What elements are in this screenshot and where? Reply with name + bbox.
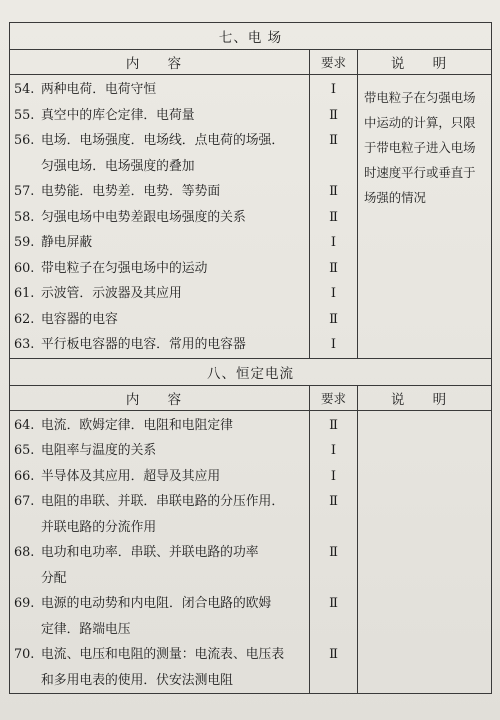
note-text: 带电粒子在匀强电场中运动的计算，只限于带电粒子进入电场时速度平行或垂直于场强的情况 bbox=[364, 90, 476, 205]
requirement-level: Ⅰ bbox=[330, 468, 337, 484]
item-number: 55. bbox=[14, 107, 35, 123]
item-number: 61. bbox=[14, 286, 35, 301]
syllabus-table bbox=[9, 22, 492, 694]
item-line-continued bbox=[14, 617, 305, 643]
section-electric-field-title-row bbox=[10, 23, 492, 50]
item-number: 58. bbox=[14, 209, 35, 225]
item-text: 示波管．示波器及其应用 bbox=[41, 286, 182, 301]
header-requirement: 要求 bbox=[310, 385, 358, 410]
item-number: 54. bbox=[14, 82, 35, 97]
requirement-level: Ⅱ bbox=[329, 596, 338, 611]
requirement-level: Ⅰ bbox=[330, 337, 337, 352]
item-text: 电势能．电势差．电势．等势面 bbox=[41, 184, 221, 199]
item-line-continued bbox=[14, 515, 305, 541]
header-note: 说 明 bbox=[358, 385, 492, 410]
section-title: 七、电 场 bbox=[10, 23, 492, 50]
requirement-level: Ⅱ bbox=[329, 494, 338, 509]
requirement-spacer bbox=[310, 566, 357, 592]
requirement-level: Ⅱ bbox=[329, 311, 338, 327]
item-line bbox=[14, 179, 305, 205]
item-text: 匀强电场中电势差跟电场强度的关系 bbox=[41, 209, 246, 225]
items-column bbox=[10, 75, 310, 359]
note-column bbox=[358, 75, 492, 359]
item-line bbox=[14, 438, 305, 464]
item-number: 70. bbox=[14, 647, 35, 662]
requirement-level: Ⅱ bbox=[329, 417, 338, 433]
item-text: 平行板电容器的电容．常用的电容器 bbox=[41, 337, 246, 352]
item-number: 68. bbox=[14, 545, 35, 560]
item-line bbox=[14, 256, 305, 282]
item-number: 56. bbox=[14, 133, 35, 148]
item-text: 电源的电动势和内电阻．闭合电路的欧姆 bbox=[41, 596, 272, 611]
item-text: 电场．电场强度．电场线．点电荷的场强． bbox=[41, 133, 285, 148]
item-line bbox=[14, 77, 305, 103]
requirement-level: Ⅱ bbox=[329, 133, 338, 148]
item-line bbox=[14, 413, 305, 439]
section-body-row bbox=[10, 410, 492, 694]
item-text: 半导体及其应用．超导及其应用 bbox=[41, 468, 221, 484]
item-line bbox=[14, 205, 305, 231]
section-title: 八、恒定电流 bbox=[10, 358, 492, 385]
item-line bbox=[14, 540, 305, 566]
requirement-level: Ⅰ bbox=[330, 443, 337, 458]
item-line bbox=[14, 464, 305, 490]
requirement-spacer bbox=[310, 668, 357, 694]
item-text: 电阻的串联、并联．串联电路的分压作用． bbox=[41, 494, 285, 509]
header-content: 内 容 bbox=[10, 50, 310, 75]
item-text: 分配 bbox=[41, 570, 67, 586]
item-line bbox=[14, 642, 305, 668]
item-text: 电容器的电容 bbox=[41, 311, 118, 327]
requirement-level: Ⅰ bbox=[330, 286, 337, 301]
requirement-level: Ⅱ bbox=[329, 260, 338, 276]
item-text: 定律．路端电压 bbox=[41, 621, 131, 637]
item-text: 两种电荷．电荷守恒 bbox=[41, 82, 157, 97]
item-line bbox=[14, 128, 305, 154]
item-line bbox=[14, 332, 305, 358]
section-current-title-row bbox=[10, 358, 492, 385]
item-line bbox=[14, 591, 305, 617]
requirement-level: Ⅰ bbox=[330, 82, 337, 97]
item-line bbox=[14, 489, 305, 515]
requirement-level: Ⅱ bbox=[329, 107, 338, 123]
requirement-level: Ⅱ bbox=[329, 647, 338, 662]
item-number: 63. bbox=[14, 337, 35, 352]
requirement-level: Ⅰ bbox=[330, 235, 337, 250]
item-number: 64. bbox=[14, 417, 35, 433]
requirement-spacer bbox=[310, 154, 357, 180]
item-line-continued bbox=[14, 668, 305, 694]
requirement-level: Ⅱ bbox=[329, 184, 338, 199]
requirement-level: Ⅱ bbox=[329, 545, 338, 560]
item-line-continued bbox=[14, 566, 305, 592]
item-text: 真空中的库仑定律．电荷量 bbox=[41, 107, 195, 123]
item-text: 匀强电场．电场强度的叠加 bbox=[41, 158, 195, 174]
item-number: 59. bbox=[14, 235, 35, 250]
item-text: 和多用电表的使用．伏安法测电阻 bbox=[41, 672, 233, 688]
item-line-continued bbox=[14, 154, 305, 180]
requirement-spacer bbox=[310, 617, 357, 643]
item-line bbox=[14, 230, 305, 256]
item-number: 57. bbox=[14, 184, 35, 199]
item-line bbox=[14, 307, 305, 333]
levels-column bbox=[310, 410, 358, 694]
item-text: 电流．欧姆定律．电阻和电阻定律 bbox=[41, 417, 233, 433]
note-column bbox=[358, 410, 492, 694]
item-number: 69. bbox=[14, 596, 35, 611]
item-number: 66. bbox=[14, 468, 35, 484]
item-number: 60. bbox=[14, 260, 35, 276]
section-body-row bbox=[10, 75, 492, 359]
requirement-spacer bbox=[310, 515, 357, 541]
item-number: 62. bbox=[14, 311, 35, 327]
section-header-row bbox=[10, 385, 492, 410]
item-text: 静电屏蔽 bbox=[41, 235, 93, 250]
section-header-row bbox=[10, 50, 492, 75]
item-number: 67. bbox=[14, 494, 35, 509]
header-note: 说 明 bbox=[358, 50, 492, 75]
item-number: 65. bbox=[14, 443, 35, 458]
item-text: 电阻率与温度的关系 bbox=[41, 443, 157, 458]
item-text: 电流、电压和电阻的测量：电流表、电压表 bbox=[41, 647, 285, 662]
requirement-level: Ⅱ bbox=[329, 209, 338, 225]
item-line bbox=[14, 281, 305, 307]
levels-column bbox=[310, 75, 358, 359]
header-requirement: 要求 bbox=[310, 50, 358, 75]
item-line bbox=[14, 103, 305, 129]
item-text: 并联电路的分流作用 bbox=[41, 519, 157, 535]
header-content: 内 容 bbox=[10, 385, 310, 410]
items-column bbox=[10, 410, 310, 694]
item-text: 带电粒子在匀强电场中的运动 bbox=[41, 260, 208, 276]
item-text: 电功和电功率．串联、并联电路的功率 bbox=[41, 545, 259, 560]
